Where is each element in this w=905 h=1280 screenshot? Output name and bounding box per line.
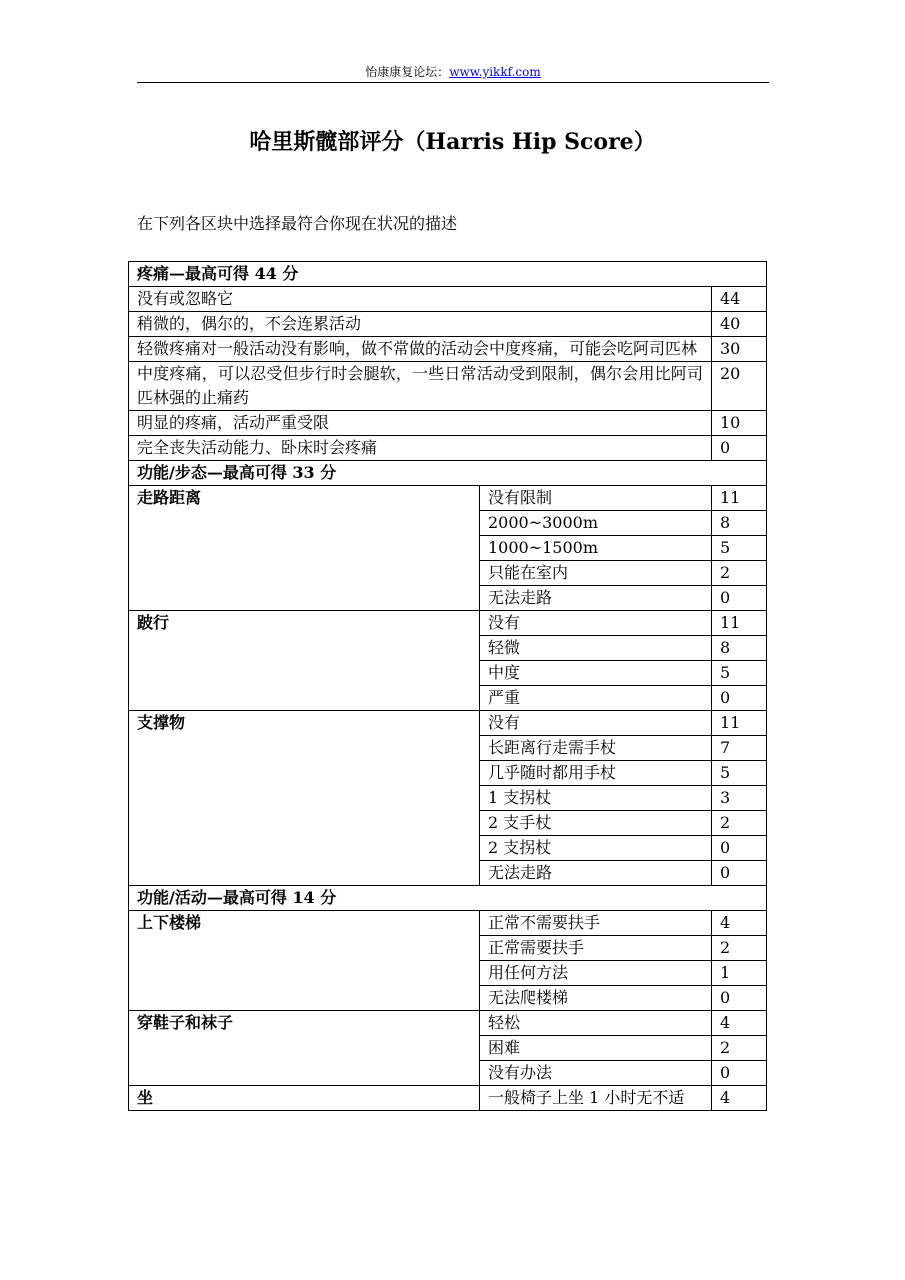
option-score: 2 [712,1036,767,1061]
harris-hip-score-table [128,261,767,1111]
option-text: 长距离行走需手杖 [480,736,712,761]
option-score: 40 [712,312,767,337]
option-score: 0 [712,1061,767,1086]
option-text: 轻微疼痛对一般活动没有影响，做不常做的活动会中度疼痛，可能会吃阿司匹林 [129,337,712,362]
option-text: 无法爬楼梯 [480,986,712,1011]
option-score: 5 [712,661,767,686]
option-score: 4 [712,1011,767,1036]
option-text: 正常需要扶手 [480,936,712,961]
section-heading-gait: 功能/步态—最高可得 33 分 [129,461,767,486]
option-text: 困难 [480,1036,712,1061]
table-row[interactable] [129,911,767,936]
option-score: 5 [712,536,767,561]
table-row[interactable] [129,711,767,736]
option-text: 2 支拐杖 [480,836,712,861]
option-score: 20 [712,362,767,411]
option-score: 8 [712,511,767,536]
category-stairs: 上下楼梯 [129,911,480,1011]
section-row-gait [129,461,767,486]
table-row[interactable] [129,611,767,636]
option-score: 3 [712,786,767,811]
document-title: 哈里斯髋部评分（Harris Hip Score） [249,129,656,155]
option-score: 2 [712,936,767,961]
option-text: 正常不需要扶手 [480,911,712,936]
category-shoes-socks: 穿鞋子和袜子 [129,1011,480,1086]
option-score: 4 [712,1086,767,1111]
option-text: 轻微 [480,636,712,661]
option-score: 8 [712,636,767,661]
table-row[interactable] [129,1011,767,1036]
table-row[interactable] [129,312,767,337]
option-score: 0 [712,836,767,861]
section-row-activity [129,886,767,911]
option-score: 0 [712,586,767,611]
option-score: 0 [712,686,767,711]
option-text: 稍微的，偶尔的，不会连累活动 [129,312,712,337]
section-row-pain [129,262,767,287]
option-score: 10 [712,411,767,436]
table-row[interactable] [129,411,767,436]
option-text: 中度 [480,661,712,686]
option-text: 完全丧失活动能力、卧床时会疼痛 [129,436,712,461]
option-text: 轻松 [480,1011,712,1036]
section-heading-pain: 疼痛—最高可得 44 分 [129,262,767,287]
option-text: 几乎随时都用手杖 [480,761,712,786]
category-support: 支撑物 [129,711,480,886]
table-row[interactable] [129,362,767,411]
table-row[interactable] [129,287,767,312]
category-walking-distance: 走路距离 [129,486,480,611]
option-score: 5 [712,761,767,786]
option-text: 没有 [480,711,712,736]
option-text: 用任何方法 [480,961,712,986]
category-sitting: 坐 [129,1086,480,1111]
option-text: 1 支拐杖 [480,786,712,811]
option-text: 只能在室内 [480,561,712,586]
option-text: 2 支手杖 [480,811,712,836]
option-text: 1000~1500m [480,536,712,561]
option-score: 0 [712,986,767,1011]
option-text: 无法走路 [480,586,712,611]
option-score: 1 [712,961,767,986]
forum-link[interactable]: www.yikkf.com [449,65,541,79]
category-limp: 跛行 [129,611,480,711]
option-text: 没有或忽略它 [129,287,712,312]
option-score: 0 [712,436,767,461]
option-score: 2 [712,811,767,836]
option-text: 无法走路 [480,861,712,886]
section-heading-activity: 功能/活动—最高可得 14 分 [129,886,767,911]
table-row[interactable] [129,1086,767,1111]
option-text: 中度疼痛，可以忍受但步行时会腿软，一些日常活动受到限制，偶尔会用比阿司匹林强的止痛药 [129,362,712,411]
option-score: 11 [712,486,767,511]
page-header [137,62,769,83]
option-score: 0 [712,861,767,886]
option-score: 30 [712,337,767,362]
table-row[interactable] [129,436,767,461]
option-score: 4 [712,911,767,936]
table-row[interactable] [129,486,767,511]
option-text: 明显的疼痛，活动严重受限 [129,411,712,436]
option-text: 一般椅子上坐 1 小时无不适 [480,1086,712,1111]
option-text: 没有限制 [480,486,712,511]
option-score: 44 [712,287,767,312]
header-prefix: 怡康康复论坛： [365,65,450,79]
option-score: 11 [712,611,767,636]
option-text: 严重 [480,686,712,711]
option-score: 11 [712,711,767,736]
option-text: 没有办法 [480,1061,712,1086]
option-text: 没有 [480,611,712,636]
option-score: 7 [712,736,767,761]
option-score: 2 [712,561,767,586]
table-row[interactable] [129,337,767,362]
option-text: 2000~3000m [480,511,712,536]
instructions: 在下列各区块中选择最符合你现在状况的描述 [137,214,458,233]
